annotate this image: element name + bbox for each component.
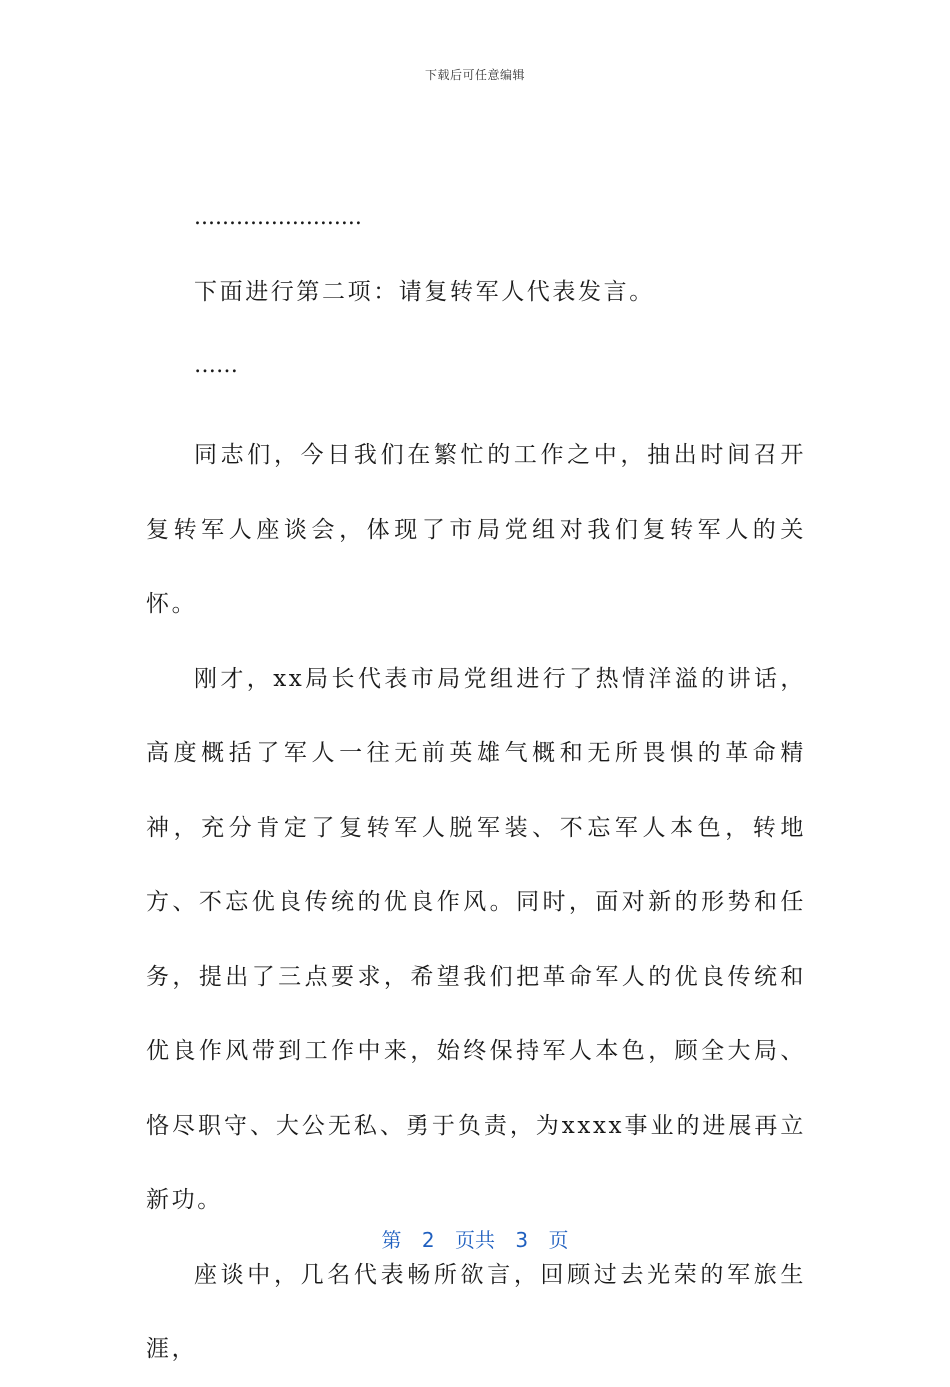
paragraph-agenda-item: 下面进行第二项：请复转军人代表发言。	[194, 279, 655, 305]
footer-middle: 页共	[455, 1228, 495, 1252]
paragraph-discussion: 座谈中，几名代表畅所欲言，回顾过去光荣的军旅生涯，	[146, 1261, 806, 1362]
paragraph-speech-summary: 刚才，xx局长代表市局党组进行了热情洋溢的讲话，高度概括了军人一往无前英雄气概和无所畏惧的革命精神，充分肯定了复转军人脱军装、不忘军人本色，转地方、不忘优良传统的优良作风。同时，面对新的形势和任务，提出了三点要求，希望我们把革命军人的优良传统和优良作风带到工作中来，始终保持军人本色，顾全大局、恪尽职守、大公无私、勇于负责，为xxxx事业的进展再立新功。	[146, 665, 806, 1213]
ellipsis-line-short: ……	[194, 353, 238, 378]
footer-total-pages: 3	[515, 1228, 529, 1252]
paragraph-opening: 同志们，今日我们在繁忙的工作之中，抽出时间召开复转军人座谈会，体现了市局党组对我们复转军人的关怀。	[146, 442, 806, 617]
document-body	[146, 196, 806, 1387]
footer-current-page: 2	[421, 1228, 435, 1252]
ellipsis-line-long: ........................	[194, 205, 362, 230]
footer-prefix: 第	[381, 1228, 402, 1252]
page-footer	[0, 1224, 950, 1253]
page-header: 下载后可任意编辑	[424, 68, 525, 82]
footer-suffix: 页	[548, 1228, 569, 1252]
